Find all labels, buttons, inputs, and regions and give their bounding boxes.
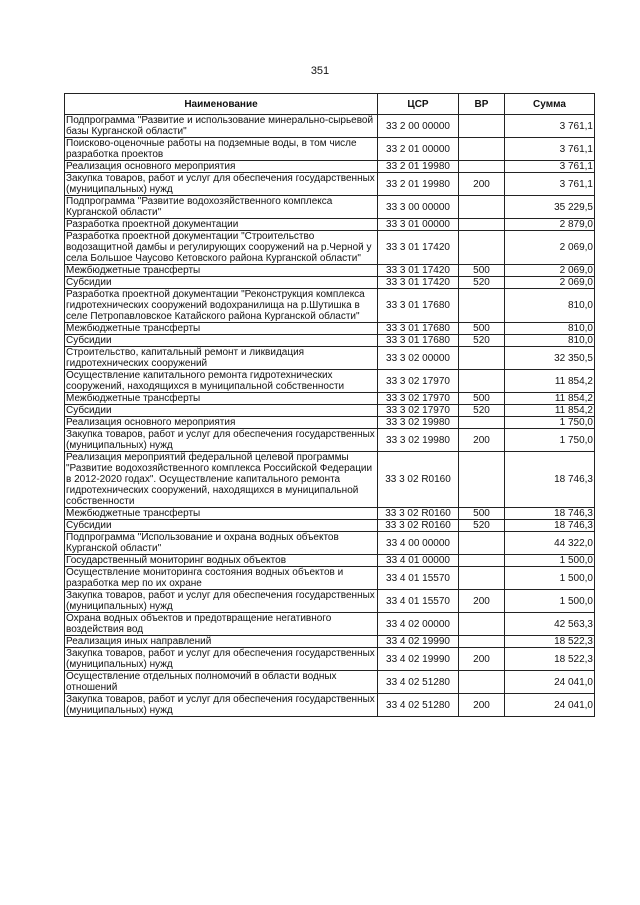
row-name-cell: Межбюджетные трансферты (65, 508, 378, 520)
row-sum-cell: 11 854,2 (505, 405, 595, 417)
row-sum-cell: 3 761,1 (505, 138, 595, 161)
row-name-cell: Разработка проектной документации (65, 219, 378, 231)
table-row (65, 590, 595, 613)
row-sum-cell: 24 041,0 (505, 671, 595, 694)
row-name-cell: Разработка проектной документации "Реконструкция комплекса гидротехнических сооружений водохранилища на р.Шутишка в селе Петропавловское Катайского района Курганской области" (65, 289, 378, 323)
table-row (65, 694, 595, 717)
row-csr-cell: 33 4 00 00000 (378, 532, 459, 555)
row-csr-cell: 33 4 01 15570 (378, 567, 459, 590)
table-row (65, 347, 595, 370)
row-vr-cell (459, 636, 505, 648)
row-vr-cell: 520 (459, 335, 505, 347)
table-row (65, 648, 595, 671)
table-body (65, 115, 595, 717)
table-row (65, 567, 595, 590)
table-row (65, 115, 595, 138)
row-name-cell: Субсидии (65, 277, 378, 289)
row-vr-cell (459, 613, 505, 636)
row-name-cell: Межбюджетные трансферты (65, 265, 378, 277)
row-vr-cell (459, 417, 505, 429)
row-csr-cell: 33 3 01 17680 (378, 289, 459, 323)
table-row (65, 231, 595, 265)
row-sum-cell: 35 229,5 (505, 196, 595, 219)
row-name-cell: Государственный мониторинг водных объектов (65, 555, 378, 567)
table-row (65, 405, 595, 417)
row-csr-cell: 33 3 02 19980 (378, 417, 459, 429)
table-row (65, 508, 595, 520)
row-sum-cell: 3 761,1 (505, 173, 595, 196)
row-csr-cell: 33 4 02 19990 (378, 648, 459, 671)
row-sum-cell: 18 522,3 (505, 648, 595, 671)
row-vr-cell (459, 138, 505, 161)
row-sum-cell: 18 746,3 (505, 508, 595, 520)
row-vr-cell (459, 555, 505, 567)
row-csr-cell: 33 2 00 00000 (378, 115, 459, 138)
header-csr: ЦСР (378, 94, 459, 115)
row-name-cell: Осуществление мониторинга состояния водных объектов и разработка мер по их охране (65, 567, 378, 590)
row-vr-cell: 500 (459, 323, 505, 335)
row-sum-cell: 24 041,0 (505, 694, 595, 717)
row-name-cell: Межбюджетные трансферты (65, 323, 378, 335)
row-csr-cell: 33 4 02 00000 (378, 613, 459, 636)
row-name-cell: Субсидии (65, 520, 378, 532)
table-header (65, 94, 595, 115)
row-sum-cell: 3 761,1 (505, 161, 595, 173)
row-sum-cell: 810,0 (505, 323, 595, 335)
row-sum-cell: 3 761,1 (505, 115, 595, 138)
row-sum-cell: 11 854,2 (505, 370, 595, 393)
table-row (65, 370, 595, 393)
row-name-cell: Межбюджетные трансферты (65, 393, 378, 405)
table-row (65, 265, 595, 277)
row-vr-cell: 200 (459, 590, 505, 613)
table-row (65, 429, 595, 452)
row-vr-cell (459, 452, 505, 508)
row-name-cell: Закупка товаров, работ и услуг для обеспечения государственных (муниципальных) нужд (65, 648, 378, 671)
row-csr-cell: 33 3 01 17680 (378, 323, 459, 335)
row-sum-cell: 1 750,0 (505, 417, 595, 429)
row-name-cell: Реализация иных направлений (65, 636, 378, 648)
row-csr-cell: 33 3 02 17970 (378, 393, 459, 405)
page-number: 351 (310, 65, 330, 77)
row-sum-cell: 18 746,3 (505, 452, 595, 508)
row-csr-cell: 33 3 01 17420 (378, 277, 459, 289)
row-csr-cell: 33 3 02 19980 (378, 429, 459, 452)
row-vr-cell: 200 (459, 648, 505, 671)
table-row (65, 323, 595, 335)
row-vr-cell: 520 (459, 277, 505, 289)
table-row (65, 532, 595, 555)
row-name-cell: Поисково-оценочные работы на подземные воды, в том числе разработка проектов (65, 138, 378, 161)
row-name-cell: Подпрограмма "Развитие водохозяйственного комплекса Курганской области" (65, 196, 378, 219)
row-name-cell: Подпрограмма "Развитие и использование минерально-сырьевой базы Курганской области" (65, 115, 378, 138)
row-csr-cell: 33 3 02 R0160 (378, 520, 459, 532)
row-vr-cell: 500 (459, 508, 505, 520)
table-row (65, 520, 595, 532)
table-row (65, 671, 595, 694)
header-vr: ВР (459, 94, 505, 115)
row-vr-cell (459, 115, 505, 138)
row-vr-cell (459, 532, 505, 555)
row-vr-cell: 200 (459, 694, 505, 717)
row-csr-cell: 33 3 01 00000 (378, 219, 459, 231)
row-sum-cell: 1 500,0 (505, 567, 595, 590)
row-csr-cell: 33 4 02 19990 (378, 636, 459, 648)
row-sum-cell: 32 350,5 (505, 347, 595, 370)
row-name-cell: Строительство, капитальный ремонт и ликвидация гидротехнических сооружений (65, 347, 378, 370)
table-row (65, 161, 595, 173)
row-csr-cell: 33 3 02 17970 (378, 370, 459, 393)
row-vr-cell (459, 347, 505, 370)
row-vr-cell: 200 (459, 173, 505, 196)
row-csr-cell: 33 4 02 51280 (378, 694, 459, 717)
row-sum-cell: 1 500,0 (505, 555, 595, 567)
table-row (65, 636, 595, 648)
row-vr-cell: 520 (459, 405, 505, 417)
row-vr-cell (459, 231, 505, 265)
row-vr-cell: 500 (459, 265, 505, 277)
table-row (65, 555, 595, 567)
row-csr-cell: 33 3 02 00000 (378, 347, 459, 370)
row-name-cell: Реализация мероприятий федеральной целевой программы "Развитие водохозяйственного комплекса Российской Федерации в 2012-2020 годах". Осуществление капитального ремонта гидротехнических сооружений, находящихся в муниципальной собственности (65, 452, 378, 508)
budget-table (64, 93, 595, 717)
table-row (65, 138, 595, 161)
header-row (65, 94, 595, 115)
header-name: Наименование (65, 94, 378, 115)
row-csr-cell: 33 2 01 19980 (378, 161, 459, 173)
row-vr-cell (459, 671, 505, 694)
row-sum-cell: 810,0 (505, 289, 595, 323)
row-sum-cell: 18 746,3 (505, 520, 595, 532)
table-row (65, 452, 595, 508)
row-sum-cell: 810,0 (505, 335, 595, 347)
row-vr-cell: 520 (459, 520, 505, 532)
row-name-cell: Реализация основного мероприятия (65, 417, 378, 429)
row-sum-cell: 1 500,0 (505, 590, 595, 613)
row-name-cell: Субсидии (65, 335, 378, 347)
row-csr-cell: 33 2 01 19980 (378, 173, 459, 196)
row-sum-cell: 2 069,0 (505, 265, 595, 277)
row-vr-cell: 200 (459, 429, 505, 452)
table-row (65, 219, 595, 231)
row-csr-cell: 33 3 02 R0160 (378, 508, 459, 520)
row-sum-cell: 2 069,0 (505, 231, 595, 265)
header-sum: Сумма (505, 94, 595, 115)
table-row (65, 393, 595, 405)
table-row (65, 289, 595, 323)
row-sum-cell: 2 069,0 (505, 277, 595, 289)
row-vr-cell (459, 567, 505, 590)
row-name-cell: Осуществление отдельных полномочий в области водных отношений (65, 671, 378, 694)
row-csr-cell: 33 4 01 00000 (378, 555, 459, 567)
row-vr-cell (459, 196, 505, 219)
table-row (65, 277, 595, 289)
row-vr-cell (459, 219, 505, 231)
row-name-cell: Осуществление капитального ремонта гидротехнических сооружений, находящихся в муниципальной собственности (65, 370, 378, 393)
row-csr-cell: 33 3 02 R0160 (378, 452, 459, 508)
row-name-cell: Реализация основного мероприятия (65, 161, 378, 173)
row-name-cell: Закупка товаров, работ и услуг для обеспечения государственных (муниципальных) нужд (65, 429, 378, 452)
row-vr-cell (459, 161, 505, 173)
row-vr-cell (459, 370, 505, 393)
row-name-cell: Подпрограмма "Использование и охрана водных объектов Курганской области" (65, 532, 378, 555)
row-csr-cell: 33 2 01 00000 (378, 138, 459, 161)
row-vr-cell (459, 289, 505, 323)
row-csr-cell: 33 4 01 15570 (378, 590, 459, 613)
row-csr-cell: 33 3 00 00000 (378, 196, 459, 219)
row-csr-cell: 33 3 01 17420 (378, 265, 459, 277)
row-sum-cell: 42 563,3 (505, 613, 595, 636)
row-sum-cell: 11 854,2 (505, 393, 595, 405)
row-sum-cell: 1 750,0 (505, 429, 595, 452)
row-csr-cell: 33 4 02 51280 (378, 671, 459, 694)
table-row (65, 335, 595, 347)
row-name-cell: Субсидии (65, 405, 378, 417)
row-sum-cell: 2 879,0 (505, 219, 595, 231)
row-vr-cell: 500 (459, 393, 505, 405)
row-csr-cell: 33 3 01 17420 (378, 231, 459, 265)
row-csr-cell: 33 3 01 17680 (378, 335, 459, 347)
table-row (65, 417, 595, 429)
row-sum-cell: 44 322,0 (505, 532, 595, 555)
row-name-cell: Закупка товаров, работ и услуг для обеспечения государственных (муниципальных) нужд (65, 694, 378, 717)
row-name-cell: Разработка проектной документации "Строительство водозащитной дамбы и регулирующих сооружений на р.Черной у села Большое Чаусово Кетовского района Курганской области" (65, 231, 378, 265)
row-name-cell: Закупка товаров, работ и услуг для обеспечения государственных (муниципальных) нужд (65, 173, 378, 196)
table-row (65, 613, 595, 636)
row-name-cell: Охрана водных объектов и предотвращение негативного воздействия вод (65, 613, 378, 636)
row-name-cell: Закупка товаров, работ и услуг для обеспечения государственных (муниципальных) нужд (65, 590, 378, 613)
row-sum-cell: 18 522,3 (505, 636, 595, 648)
row-csr-cell: 33 3 02 17970 (378, 405, 459, 417)
table-row (65, 196, 595, 219)
table-row (65, 173, 595, 196)
